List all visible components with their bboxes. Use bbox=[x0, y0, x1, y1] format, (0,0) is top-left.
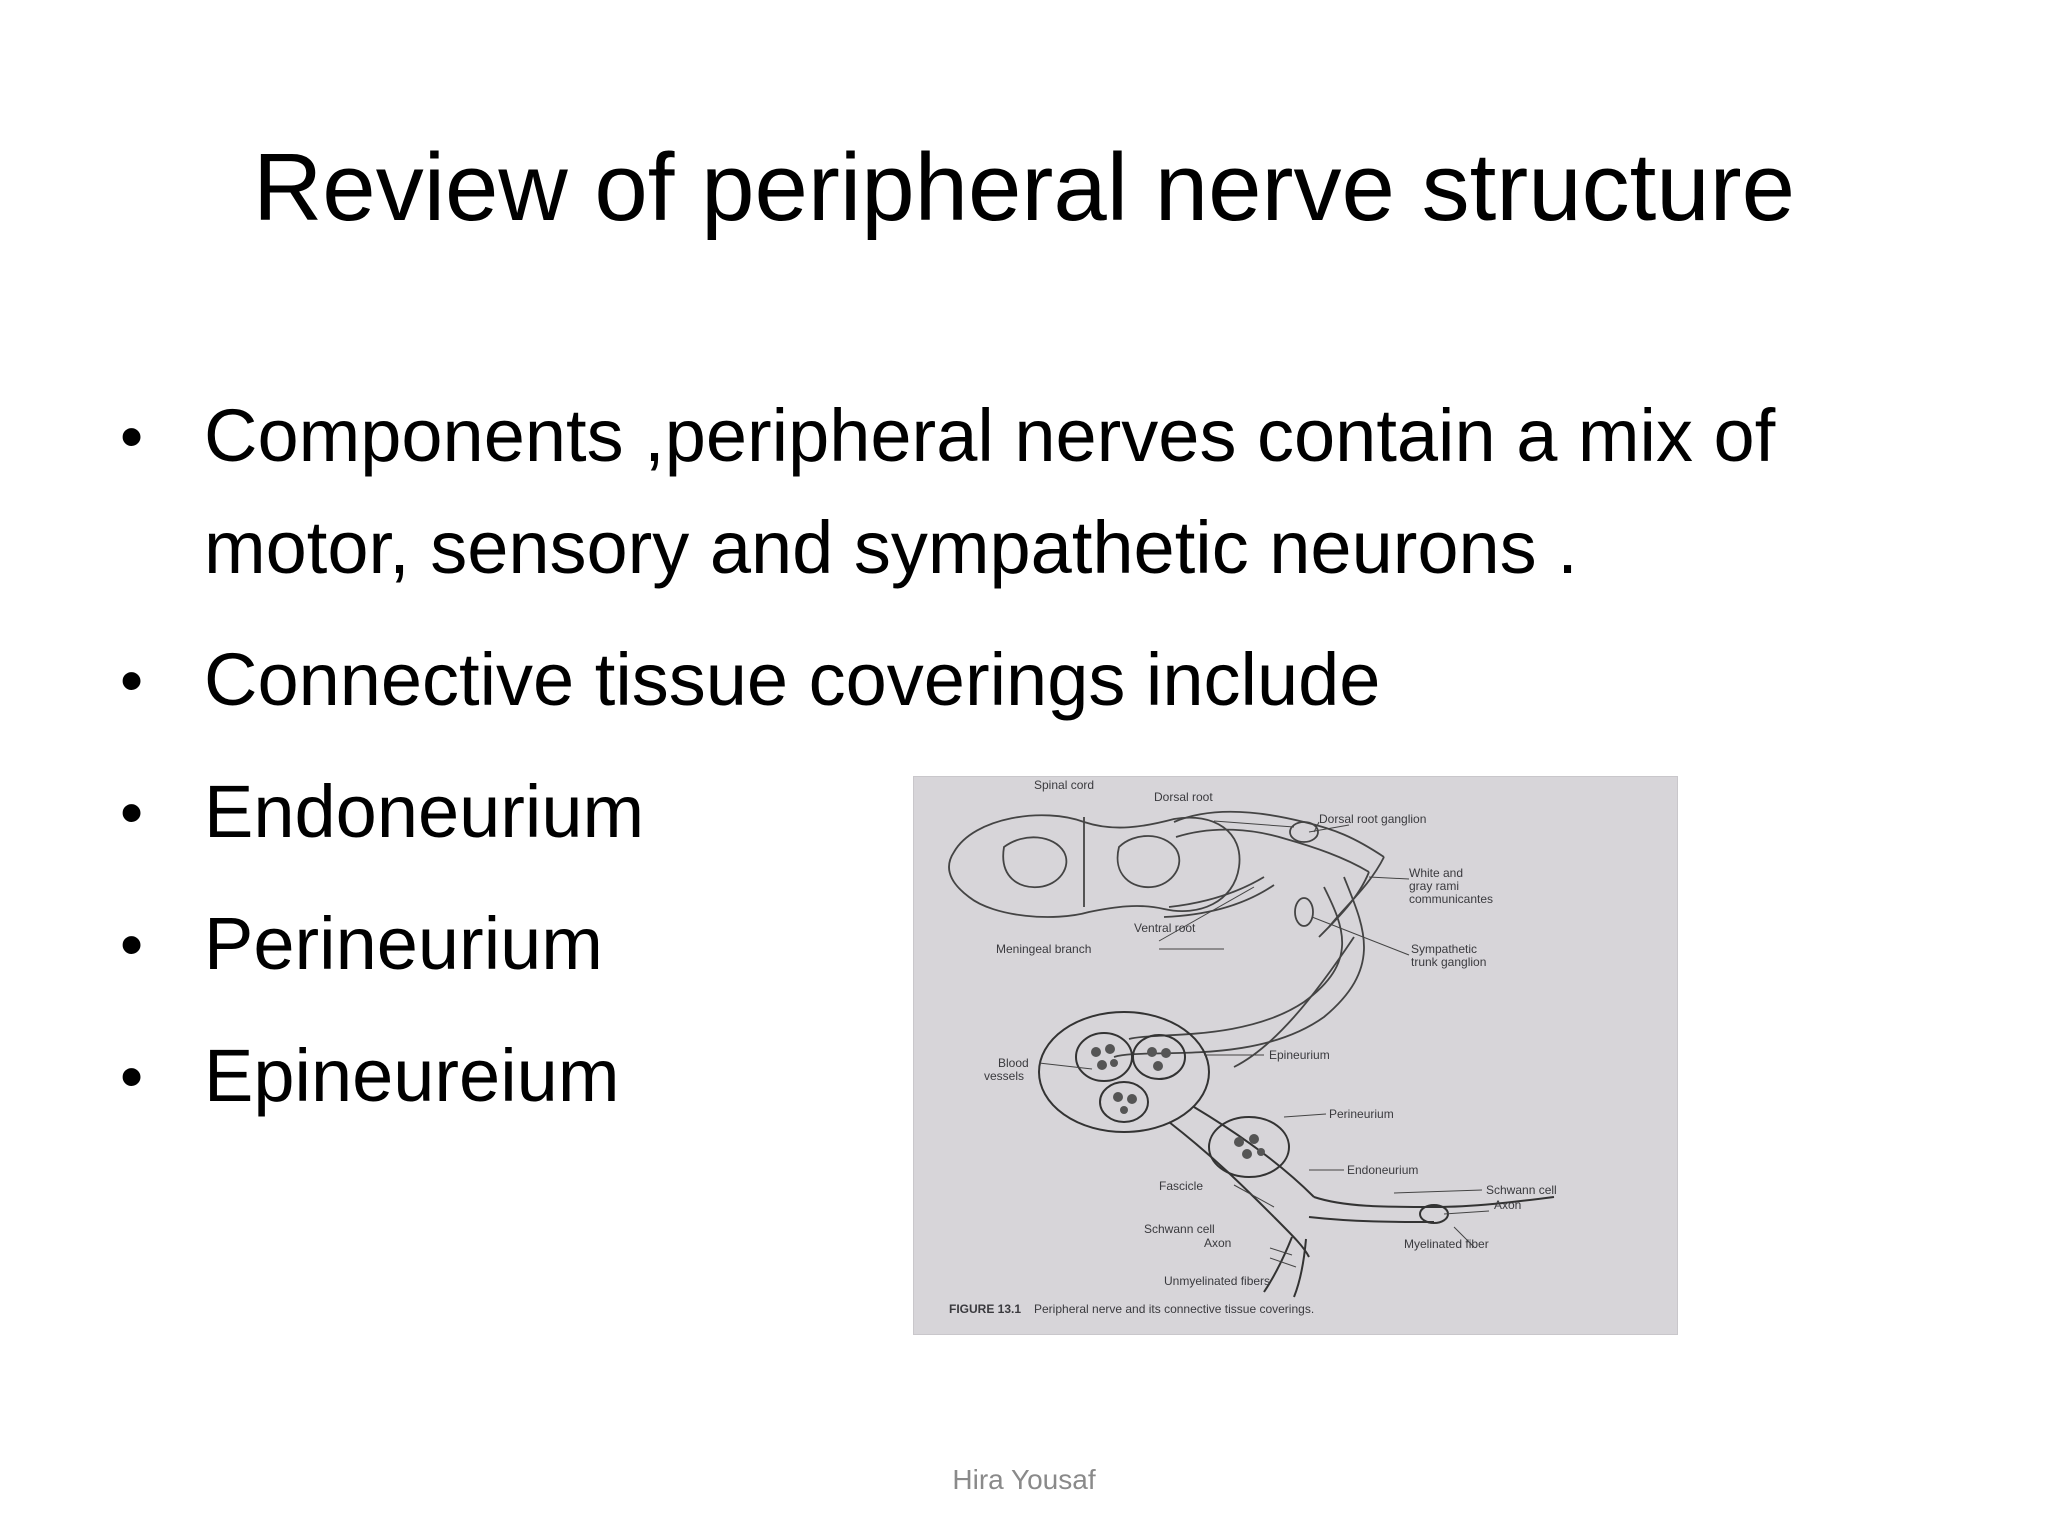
label-spinal-cord: Spinal cord bbox=[1034, 778, 1095, 792]
bullet-text: Connective tissue coverings include bbox=[204, 638, 1381, 721]
label-white-gray-rami-3: communicantes bbox=[1409, 892, 1494, 906]
label-dorsal-root-ganglion: Dorsal root ganglion bbox=[1319, 812, 1427, 826]
slide-title: Review of peripheral nerve structure bbox=[252, 134, 1796, 241]
nerve-diagram bbox=[914, 777, 1677, 1334]
label-blood-2: vessels bbox=[984, 1069, 1025, 1083]
label-meningeal-branch: Meningeal branch bbox=[996, 942, 1092, 956]
label-unmyelinated-fibers: Unmyelinated fibers bbox=[1164, 1274, 1271, 1288]
label-white-gray-rami-2: gray rami bbox=[1409, 879, 1460, 893]
bullet-text: Endoneurium bbox=[204, 770, 645, 853]
fascicle-dots bbox=[1091, 1044, 1265, 1159]
label-blood-1: Blood bbox=[998, 1056, 1029, 1070]
label-sympathetic-1: Sympathetic bbox=[1411, 942, 1478, 956]
spinal-cord-drawing bbox=[949, 812, 1384, 1067]
figure-caption-label: FIGURE 13.1 bbox=[949, 1302, 1022, 1316]
bullet-text: Components ,peripheral nerves contain a mix of motor, sensory and sympathetic neurons . bbox=[204, 394, 1776, 589]
label-perineurium: Perineurium bbox=[1329, 1107, 1394, 1121]
label-white-gray-rami-1: White and bbox=[1409, 866, 1464, 880]
bullet-item bbox=[120, 380, 1960, 604]
bullet-text: Perineurium bbox=[204, 902, 603, 985]
bullet-icon: • bbox=[120, 399, 144, 473]
label-fascicle: Fascicle bbox=[1159, 1179, 1204, 1193]
nerve-figure-photo bbox=[913, 776, 1678, 1335]
label-axon-left: Axon bbox=[1204, 1236, 1232, 1250]
label-sympathetic-2: trunk ganglion bbox=[1411, 955, 1487, 969]
bullet-text: Epineureium bbox=[204, 1034, 620, 1117]
slide-footer: Hira Yousaf bbox=[952, 1464, 1096, 1495]
label-dorsal-root: Dorsal root bbox=[1154, 790, 1213, 804]
label-endoneurium: Endoneurium bbox=[1347, 1163, 1419, 1177]
label-schwann-cell-left: Schwann cell bbox=[1144, 1222, 1215, 1236]
label-myelinated-fiber: Myelinated fiber bbox=[1404, 1237, 1489, 1251]
label-axon-right: Axon bbox=[1494, 1198, 1522, 1212]
bullet-icon: • bbox=[120, 907, 144, 981]
label-ventral-root: Ventral root bbox=[1134, 921, 1196, 935]
bullet-item bbox=[120, 624, 1960, 736]
bullet-icon: • bbox=[120, 643, 144, 717]
bullet-icon: • bbox=[120, 1039, 144, 1113]
bullet-icon: • bbox=[120, 775, 144, 849]
figure-caption-text: Peripheral nerve and its connective tissue coverings. bbox=[1034, 1302, 1315, 1316]
label-epineurium: Epineurium bbox=[1269, 1048, 1330, 1062]
label-schwann-cell-right: Schwann cell bbox=[1486, 1183, 1557, 1197]
